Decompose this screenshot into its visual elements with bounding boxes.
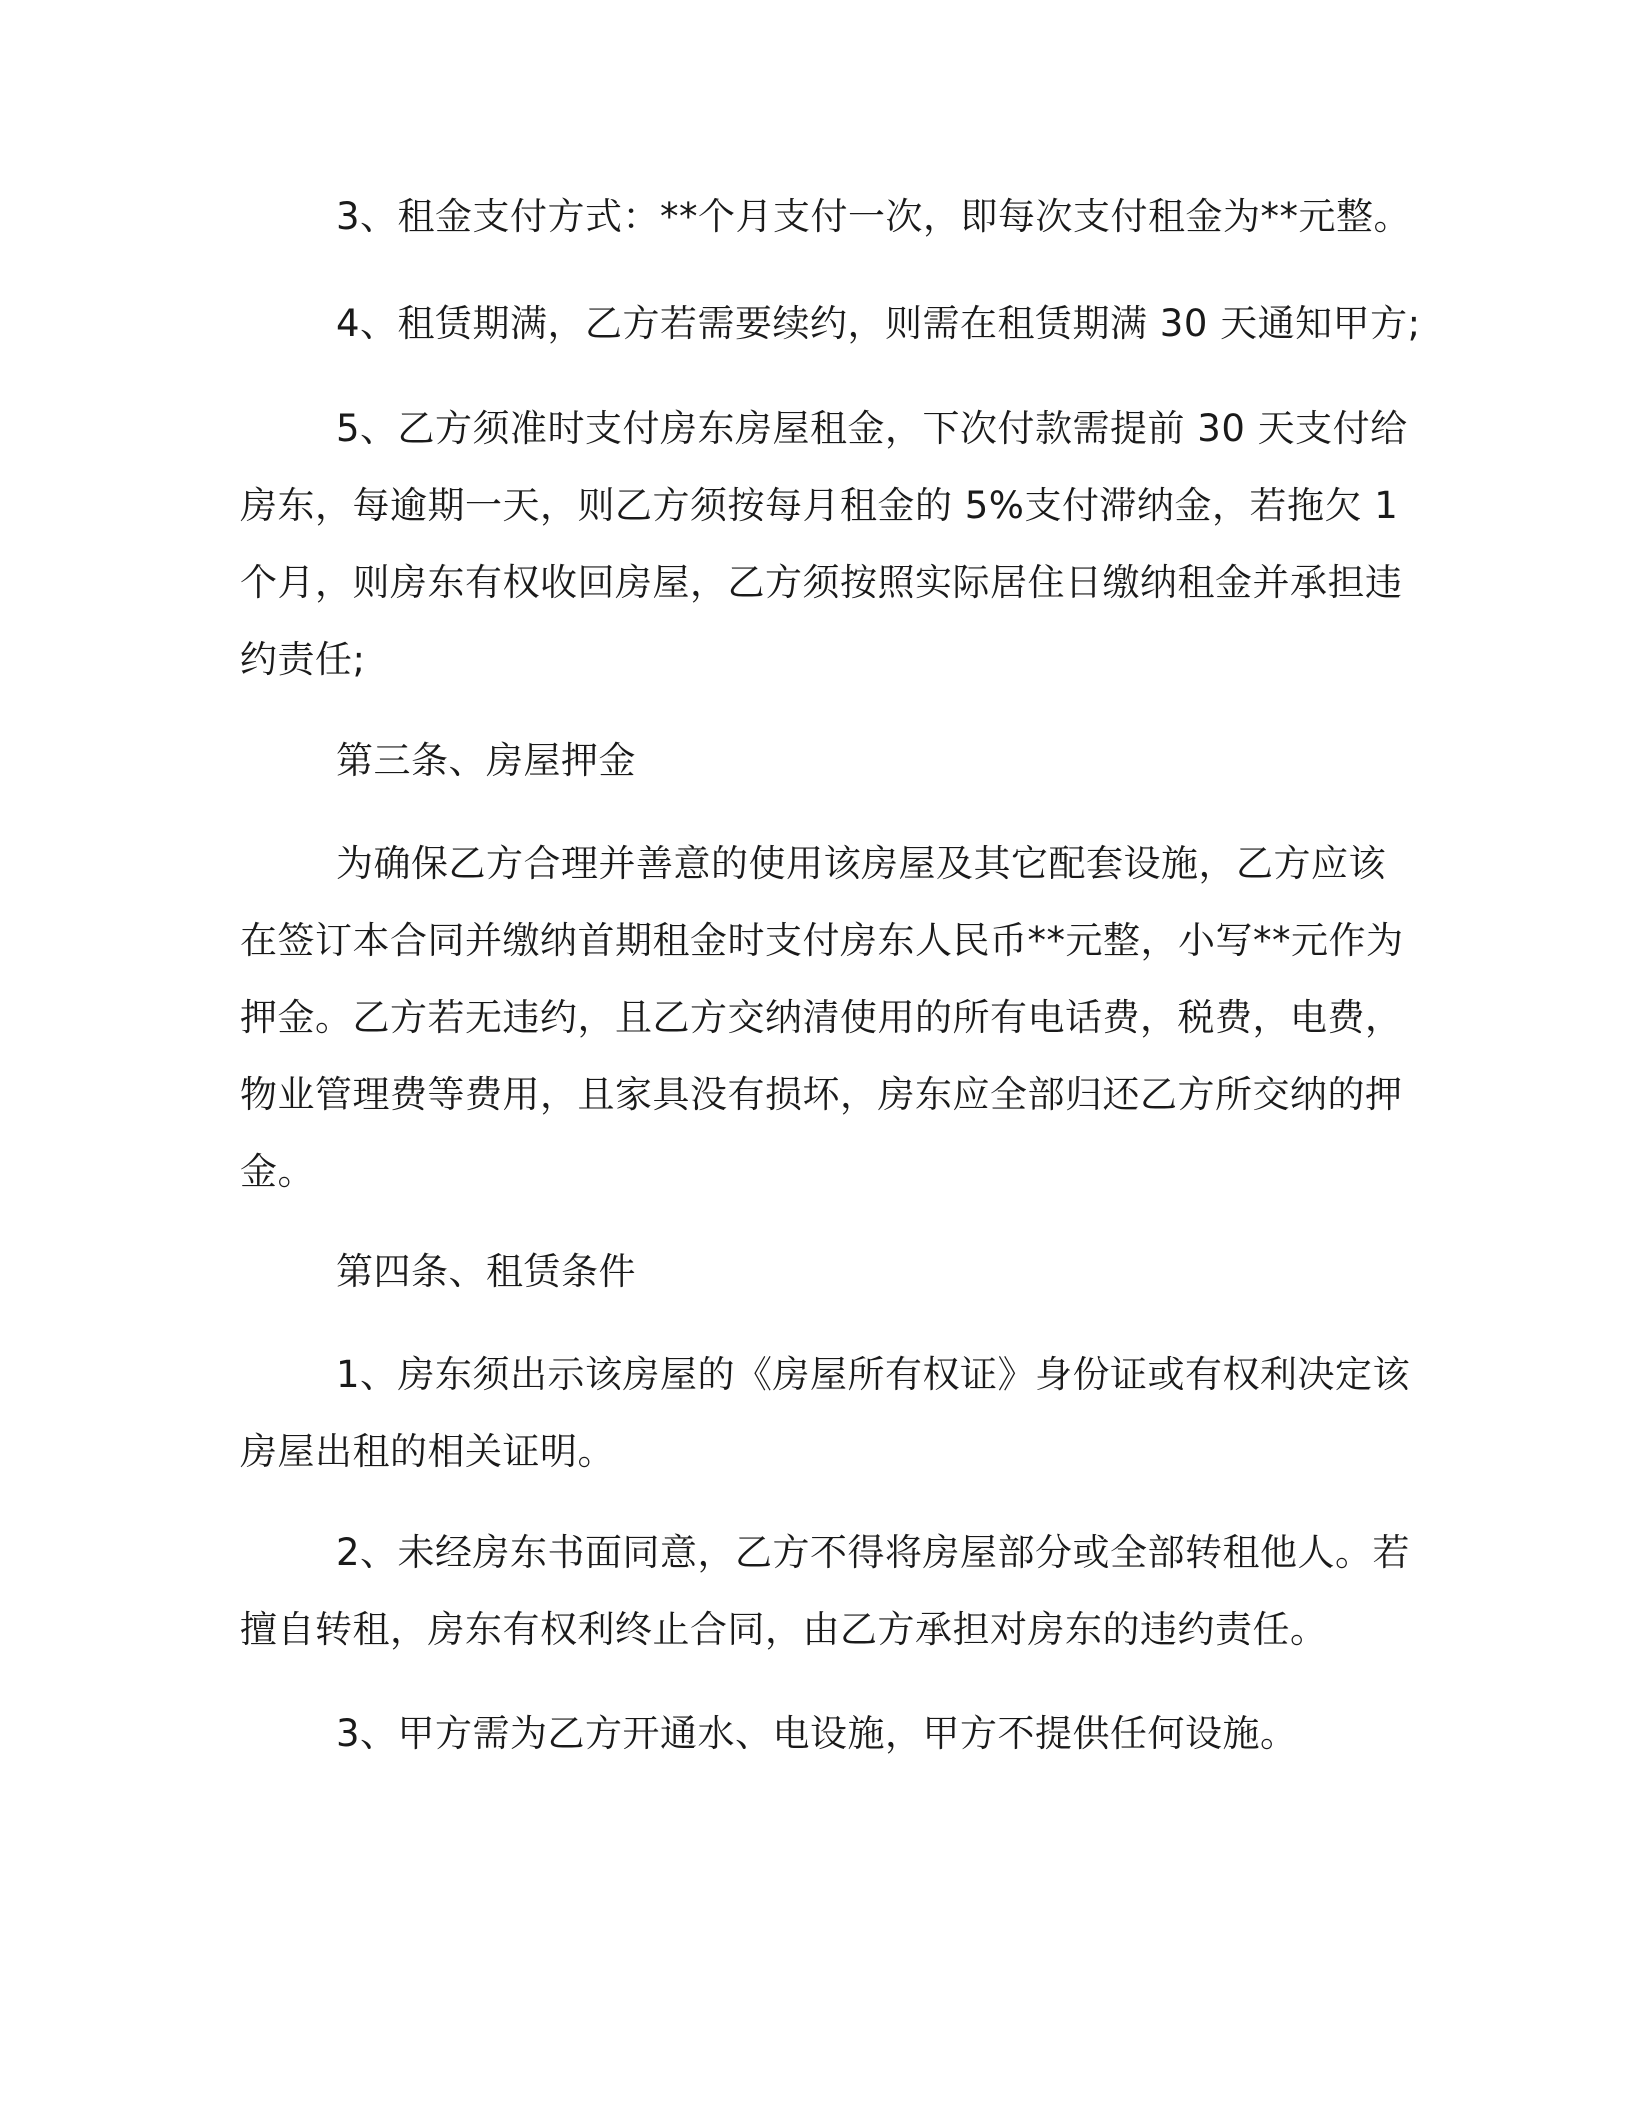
article-4-item-3-utilities: 3、甲方需为乙方开通水、电设施，甲方不提供任何设施。 bbox=[336, 1712, 1298, 1755]
clause-item-3-payment-method: 3、租金支付方式：**个月支付一次，即每次支付租金为**元整。 bbox=[336, 195, 1412, 238]
article-3-deposit-body: 为确保乙方合理并善意的使用该房屋及其它配套设施，乙方应该在签订本合同并缴纳首期租金时支付房东人民币**元整，小写**元作为押金。乙方若无违约，且乙方交纳清使用的所有电话费，税费，电费，物业管理费等费用，且家具没有损坏，房东应全部归还乙方所交纳的押金。 bbox=[240, 842, 1404, 1193]
clause-item-4-renewal: 4、租赁期满，乙方若需要续约，则需在租赁期满 30 天通知甲方; bbox=[336, 302, 1421, 345]
article-4-item-2-sublet: 2、未经房东书面同意，乙方不得将房屋部分或全部转租他人。若擅自转租，房东有权利终止合同，由乙方承担对房东的违约责任。 bbox=[240, 1531, 1411, 1651]
article-3-heading: 第三条、房屋押金 bbox=[336, 739, 636, 782]
article-4-item-1-ownership-proof: 1、房东须出示该房屋的《房屋所有权证》身份证或有权利决定该房屋出租的相关证明。 bbox=[240, 1353, 1411, 1473]
article-4-heading: 第四条、租赁条件 bbox=[336, 1250, 636, 1293]
clause-item-5-late-payment: 5、乙方须准时支付房东房屋租金，下次付款需提前 30 天支付给房东，每逾期一天，则乙方须按每月租金的 5%支付滞纳金，若拖欠 1 个月，则房东有权收回房屋，乙方须按照实际居住日缴纳租金并承担违约责任; bbox=[240, 407, 1408, 681]
